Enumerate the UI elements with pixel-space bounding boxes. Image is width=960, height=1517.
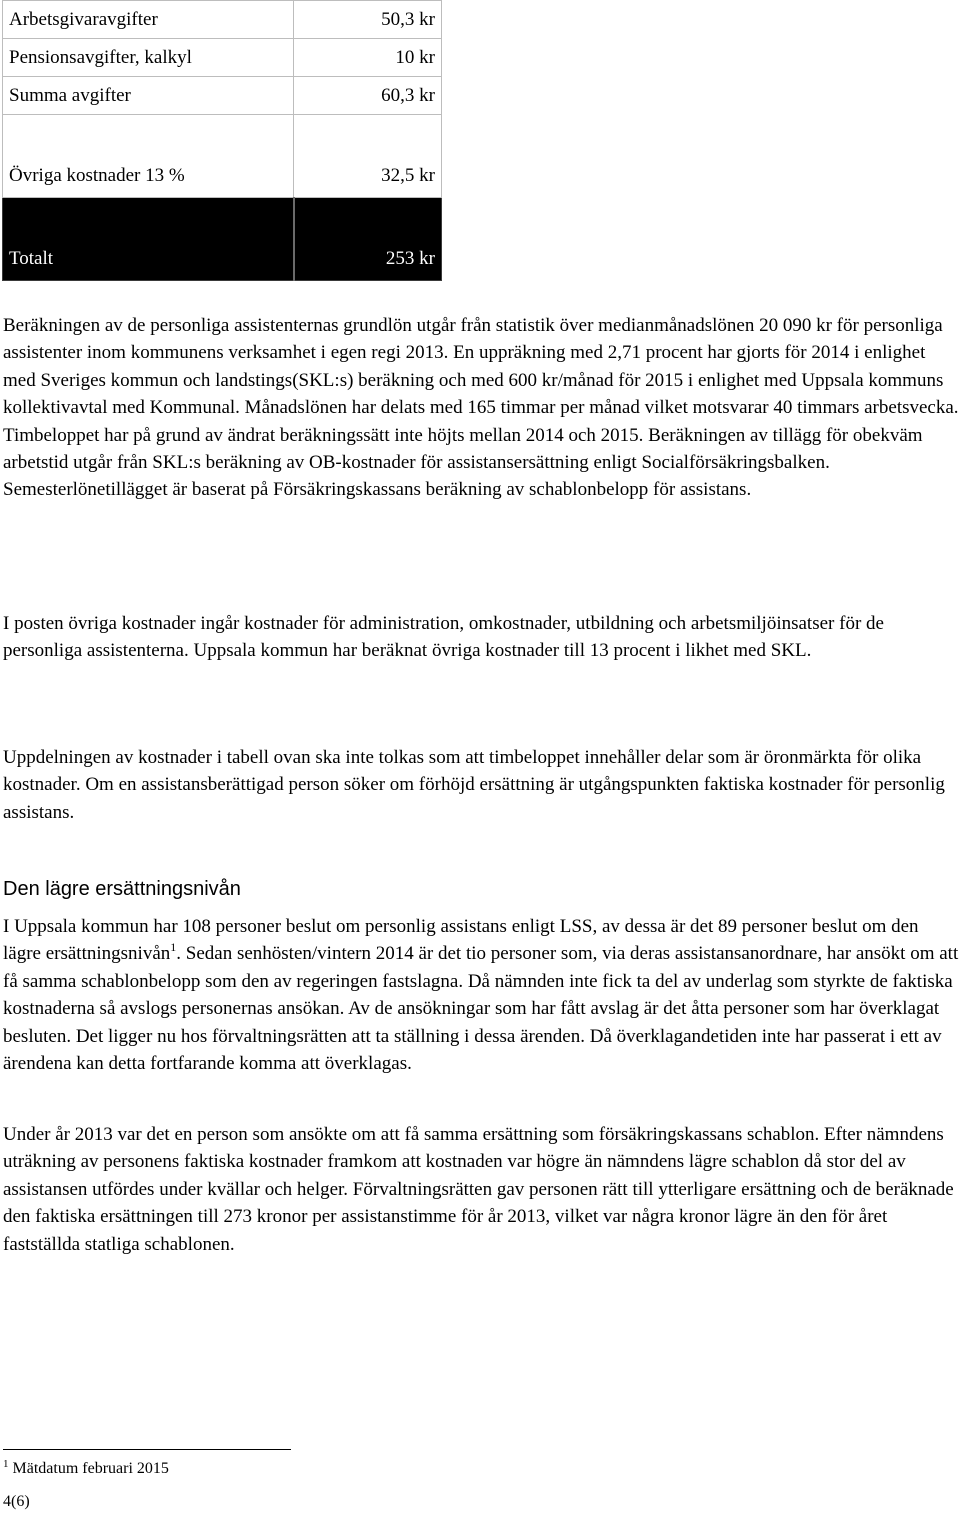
table-row (3, 1, 442, 39)
footnote-text: Mätdatum februari 2015 (12, 1460, 169, 1477)
row-label: Summa avgifter (3, 77, 294, 115)
row-label: Totalt (3, 198, 294, 281)
paragraph-cost-breakdown: Uppdelningen av kostnader i tabell ovan ska inte tolkas som att timbeloppet innehåller delar som är öronmärkta för olika kostnader. Om en assistansberättigad person söker om förhöjd ersättning är utgångspunkten faktiska kostnader för personlig assistans. (3, 747, 945, 823)
paragraph-lower-level-b: . Sedan senhösten/vintern 2014 är det tio personer som, via deras assistansanordnare, har ansökt om att få samma schablonbelopp som den av regeringen fastslagna. Då nämnden inte fick ta del av underlag som styrkte de faktiska kostnaderna så avslogs personernas ansökan. Av de ansökningar som har fått avslag är det åtta personer som har överklagat besluten. Det ligger nu hos förvaltningsrätten att ta ställning i dessa ärenden. Då överklagandetiden inte har passerat i ett av ärendena kan detta fortfarande komma att överklagas. (3, 943, 959, 1075)
row-value: 253 kr (294, 198, 442, 281)
cost-table (2, 0, 442, 281)
footnote-number: 1 (3, 1458, 9, 1470)
table-row (3, 115, 442, 198)
row-label: Övriga kostnader 13 % (3, 115, 294, 198)
table-row (3, 77, 442, 115)
row-value: 60,3 kr (294, 77, 442, 115)
paragraph-salary-calculation: Beräkningen av de personliga assistenternas grundlön utgår från statistik över medianmånadslönen 20 090 kr för personliga assistenter inom kommunens verksamhet i egen regi 2013. En uppräkning med 2,71 procent har gjorts för 2014 i enlighet med Sveriges kommun och landstings(SKL:s) beräkning och med 600 kr/månad för 2015 i enlighet med Uppsala kommuns kollektivavtal med Kommunal. Månadslönen har delats med 165 timmar per månad vilket motsvarar 40 timmars arbetsvecka. Timbeloppet har på grund av ändrat beräkningssätt inte höjts mellan 2014 och 2015. Beräkningen av tillägg för obekväm arbetstid utgår från SKL:s beräkning av OB-kostnader för assistansersättning enligt Socialförsäkringsbalken. Semesterlönetillägget är baserat på Försäkringskassans beräkning av schablonbelopp för assistans. (3, 315, 959, 501)
page-number: 4(6) (3, 1493, 30, 1510)
table-row (3, 39, 442, 77)
row-value: 32,5 kr (294, 115, 442, 198)
footnote (3, 1460, 169, 1478)
paragraph-lower-level-a: I Uppsala kommun har 108 personer beslut om personlig assistans enligt LSS, av dessa är det 89 personer beslut om den lägre ersättningsnivån (3, 916, 919, 965)
paragraph-other-costs: I posten övriga kostnader ingår kostnader för administration, omkostnader, utbildning och arbetsmiljöinsatser för de personliga assistenterna. Uppsala kommun har beräknat övriga kostnader till 13 procent i likhet med SKL. (3, 613, 884, 662)
footnote-divider (3, 1449, 291, 1450)
paragraph-2013-case: Under år 2013 var det en person som ansökte om att få samma ersättning som försäkringskassans schablon. Efter nämndens uträkning av personens faktiska kostnader framkom att kostnaden var högre än nämndens lägre schablon då stor del av assistansen utfördes under kvällar och helger. Förvaltningsrätten gav personen rätt till ytterligare ersättning och de beräknade den faktiska ersättningen till 273 kronor per assistanstimme för år 2013, vilket var några kronor lägre än den för året fastställda statliga schablonen. (3, 1124, 954, 1255)
row-label: Pensionsavgifter, kalkyl (3, 39, 294, 77)
paragraph-lower-level (3, 913, 959, 1077)
section-heading: Den lägre ersättningsnivån (3, 878, 241, 900)
table-row-total (3, 198, 442, 281)
row-value: 10 kr (294, 39, 442, 77)
row-label: Arbetsgivaravgifter (3, 1, 294, 39)
row-value: 50,3 kr (294, 1, 442, 39)
footnote-reference[interactable]: 1 (170, 940, 177, 955)
